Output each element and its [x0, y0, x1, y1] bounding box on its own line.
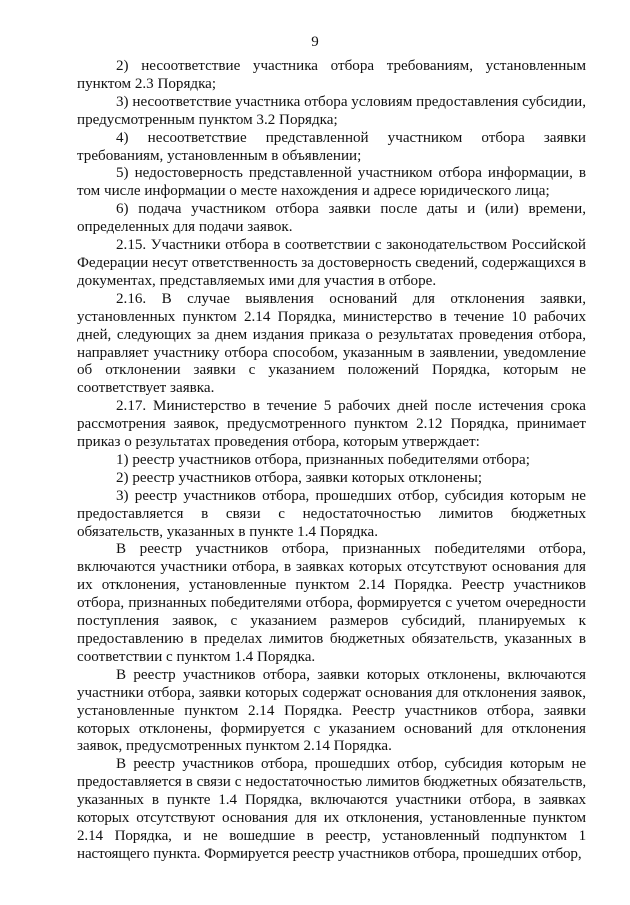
paragraph-item-5: 5) недостоверность представленной участником отбора информации, в том числе информации о месте нахождения и адресе юридического лица; [77, 165, 586, 200]
paragraph-rejected-registry: В реестр участников отбора, заявки которых отклонены, включаются участники отбора, заявки которых содержат основания для отклонения заявок, установленные пунктом 2.14 Порядка. Реестр участников отбора, заявки которых отклонены, формируется с указанием оснований для отклонения заявок, предусмотренных пунктом 2.14 Порядка. [77, 666, 586, 755]
document-body [77, 58, 586, 864]
paragraph-item-3: 3) несоответствие участника отбора условиям предоставления субсидии, предусмотренным пунктом 3.2 Порядка; [77, 93, 586, 128]
paragraph-registry-1: 1) реестр участников отбора, признанных победителями отбора; [116, 451, 530, 468]
paragraph-item-4: 4) несоответствие представленной участником отбора заявки требованиям, установленным в объявлении; [77, 129, 586, 164]
paragraph-registry-3: 3) реестр участников отбора, прошедших отбор, субсидия которым не предоставляется в связи с недостаточностью лимитов бюджетных обязательств, указанных в пункте 1.4 Порядка. [77, 487, 586, 540]
paragraph-item-2: 2) несоответствие участника отбора требованиям, установленным пунктом 2.3 Порядка; [77, 58, 586, 92]
page-number: 9 [311, 34, 319, 50]
paragraph-clause-2-15: 2.15. Участники отбора в соответствии с законодательством Российской Федерации несут ответственность за достоверность сведений, содержащихся в документах, представляемых ими для участия в отборе. [77, 237, 586, 289]
paragraph-clause-2-17: 2.17. Министерство в течение 5 рабочих дней после истечения срока рассмотрения заявок, предусмотренного пунктом 2.12 Порядка, принимает приказ о результатах проведения отбора, которым утверждает: [77, 398, 586, 451]
paragraph-item-6: 6) подача участником отбора заявки после даты и (или) времени, определенных для подачи заявок. [77, 201, 586, 236]
paragraph-clause-2-16: 2.16. В случае выявления оснований для отклонения заявки, установленных пунктом 2.14 Порядка, министерство в течение 10 рабочих дней, следующих за днем издания приказа о результатах проведения отбора, направляет участнику отбора способом, указанным в заявлении, уведомление об отклонении заявки с указанием положений Порядка, которым не соответствует заявка. [77, 290, 586, 397]
paragraph-winners-registry: В реестр участников отбора, признанных победителями отбора, включаются участники отбора, в заявках которых отсутствуют основания для их отклонения, установленные пунктом 2.14 Порядка. Реестр участников отбора, признанных победителями отбора, формируется с учетом очередности поступления заявок, с указанием размеров субсидий, планируемых к предоставлению в пределах лимитов бюджетных обязательств, указанных в соответствии с пунктом 1.4 Порядка. [77, 541, 586, 665]
paragraph-registry-2: 2) реестр участников отбора, заявки которых отклонены; [116, 469, 483, 486]
paragraph-unfunded-registry: В реестр участников отбора, прошедших отбор, субсидия которым не предоставляется в связи с недостаточностью лимитов бюджетных обязательств, указанных в пункте 1.4 Порядка, включаются участники отбора, в заявках которых отсутствуют основания для их отклонения, установленные пунктом 2.14 Порядка, и не вошедшие в реестр, установленный подпунктом 1 настоящего пункта. Формируется реестр участников отбора, прошедших отбор, [77, 756, 586, 862]
